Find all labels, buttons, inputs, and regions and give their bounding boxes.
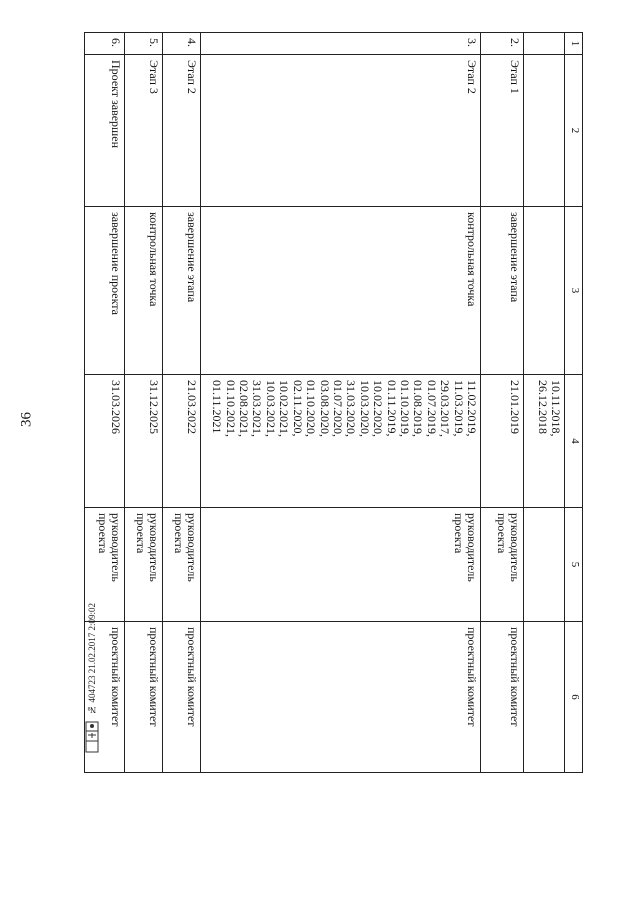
table-row [524,33,565,773]
row-name: Проект завершен [85,55,125,207]
header-cell: 3 [565,207,583,375]
row-approval: проектный комитет [125,622,163,773]
table-row [125,33,163,773]
table-row [481,33,524,773]
page-number: 36 [18,412,35,428]
row-responsible: руководитель проекта [481,508,524,622]
row-approval: проектный комитет [201,622,481,773]
table-row [201,33,481,773]
row-approval: проектный комитет [163,622,201,773]
row-type: завершение этапа [163,207,201,375]
document-footer [82,603,102,839]
row-type: контрольная точка [125,207,163,375]
row-dates: 31.03.2026 [85,375,125,508]
row-approval: проектный комитет [481,622,524,773]
consultant-plus-logo-icon [83,721,101,753]
document-stamp: № 404723 21.02.2017 2:09:02 [87,603,97,715]
row-name: Этап 1 [481,55,524,207]
row-type: завершение проекта [85,207,125,375]
row-number: 5. [125,33,163,55]
row-responsible: руководитель проекта [163,508,201,622]
row-responsible: руководитель проекта [201,508,481,622]
row-number: 4. [163,33,201,55]
row-number: 6. [85,33,125,55]
row-number: 3. [201,33,481,55]
row-type: завершение этапа [481,207,524,375]
row-responsible [524,508,565,622]
row-type: контрольная точка [201,207,481,375]
header-row [565,33,583,773]
header-cell: 5 [565,508,583,622]
table-row [163,33,201,773]
header-cell: 1 [565,33,583,55]
header-cell: 4 [565,375,583,508]
row-type [524,207,565,375]
row-dates: 21.01.2019 [481,375,524,508]
row-number: 2. [481,33,524,55]
row-responsible: руководитель проекта [125,508,163,622]
row-name [524,55,565,207]
row-number [524,33,565,55]
rotated-table-wrapper [86,32,583,772]
row-dates: 21.03.2022 [163,375,201,508]
row-dates: 31.12.2025 [125,375,163,508]
row-name: Этап 2 [163,55,201,207]
row-dates: 11.02.2019, 11.03.2019, 29.03.2017, 01.07.2019, 01.08.2019, 01.10.2019, 01.11.2019, 10.02.2020, 10.03.2020, 31.03.2020, 01.07.2020, 03.08.2020, 01.10.2020, 02.11.2020, 10.02.2021, 10.03.2021, 31.03.2021, 02.08.2021, 01.10.2021, 01.11.2021 [201,375,481,508]
row-approval: проектный комитет [85,622,125,773]
header-cell: 6 [565,622,583,773]
row-dates: 10.11.2018, 26.12.2018 [524,375,565,508]
row-approval [524,622,565,773]
header-cell: 2 [565,55,583,207]
milestones-table [84,32,583,773]
row-name: Этап 3 [125,55,163,207]
row-name: Этап 2 [201,55,481,207]
row-responsible: руководитель проекта [85,508,125,622]
